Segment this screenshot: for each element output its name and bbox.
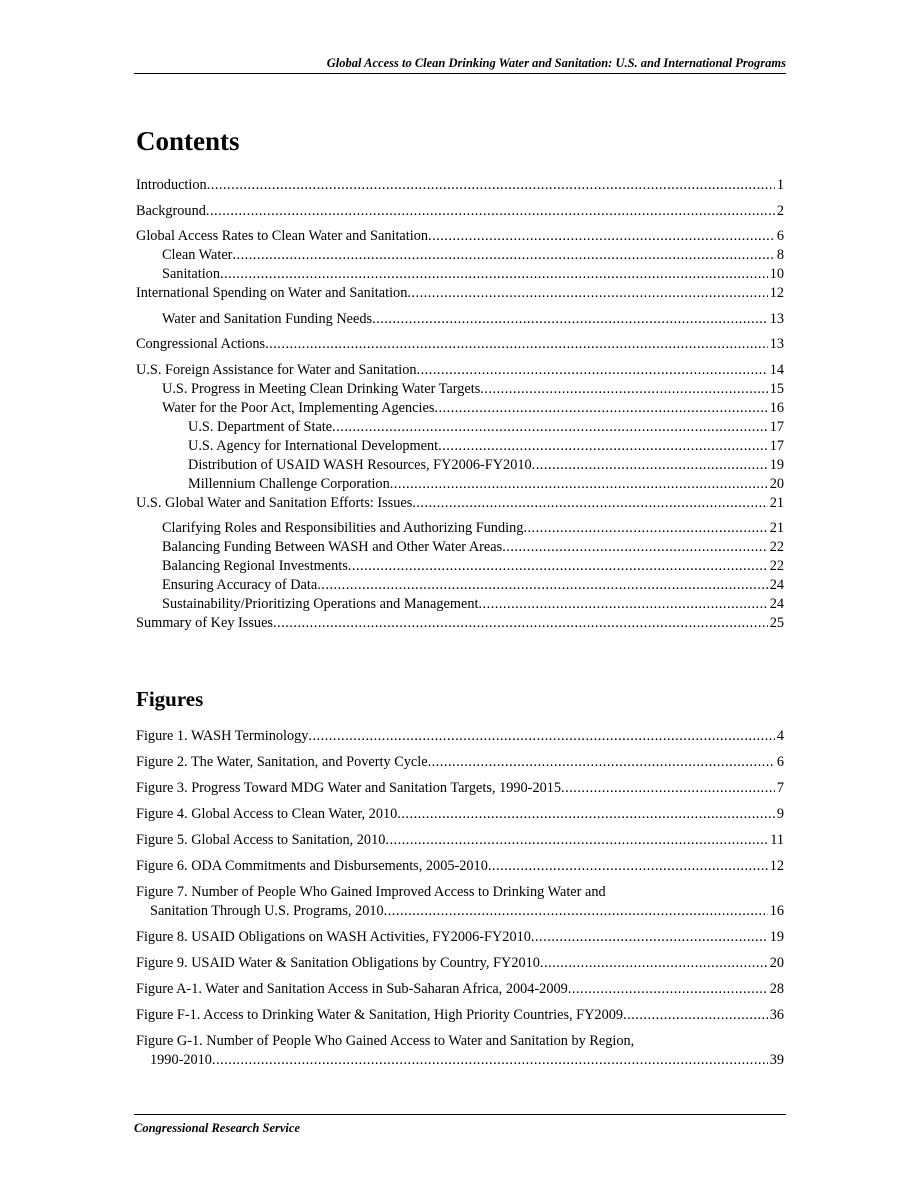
figure-entry-page: 7: [776, 780, 784, 796]
dot-leader: [488, 857, 768, 876]
figure-entry-title: Figure G-1. Number of People Who Gained Access to Water and Sanitation by Region,: [136, 1033, 635, 1049]
dot-leader: [206, 202, 775, 221]
toc-entry-title: U.S. Global Water and Sanitation Efforts: Issues: [136, 494, 413, 511]
toc-entry[interactable]: [136, 614, 784, 633]
figure-entry[interactable]: [136, 831, 784, 850]
toc-entry-page: 25: [769, 615, 784, 631]
toc-subentry[interactable]: [136, 310, 784, 329]
toc-entry-page: 24: [769, 596, 784, 612]
toc-subentry[interactable]: [136, 595, 784, 614]
figure-entry-page: 9: [776, 806, 784, 822]
figure-entry[interactable]: [136, 1006, 784, 1025]
running-header: Global Access to Clean Drinking Water and Sanitation: U.S. and International Programs: [134, 56, 786, 74]
dot-leader: [308, 727, 774, 746]
figure-entry[interactable]: [136, 753, 784, 772]
dot-leader: [273, 614, 768, 633]
toc-entry-page: 6: [776, 228, 784, 244]
toc-entry-title: Sustainability/Prioritizing Operations and Management: [162, 596, 479, 612]
dot-leader: [478, 595, 767, 614]
toc-subentry[interactable]: [136, 576, 784, 595]
toc-entry[interactable]: [136, 227, 784, 246]
toc-subentry[interactable]: [136, 380, 784, 399]
dot-leader: [212, 1051, 768, 1070]
figure-entry-page: 36: [769, 1007, 784, 1023]
toc-entry-title: Balancing Funding Between WASH and Other Water Areas: [162, 539, 503, 555]
toc-subentry[interactable]: [136, 519, 784, 538]
figure-entry-title: Figure 6. ODA Commitments and Disbursements, 2005-2010: [136, 858, 488, 874]
toc-entry-title: Background: [136, 202, 206, 219]
toc-entry-title: Clean Water: [162, 247, 233, 263]
dot-leader: [220, 265, 768, 284]
toc-entry-page: 2: [776, 202, 784, 219]
dot-leader: [232, 246, 774, 265]
toc-entry-title: Sanitation: [162, 266, 220, 282]
dot-leader: [348, 557, 768, 576]
toc-entry-title: International Spending on Water and Sanitation: [136, 285, 408, 301]
figure-entry-title: Figure A-1. Water and Sanitation Access in Sub-Saharan Africa, 2004-2009: [136, 981, 568, 997]
figure-entry-page: 11: [770, 832, 784, 848]
toc-subsubentry[interactable]: [136, 456, 784, 475]
toc-entry-title: Summary of Key Issues: [136, 615, 273, 631]
figure-entry[interactable]: [136, 980, 784, 999]
figure-entry-page: 4: [776, 728, 784, 744]
figure-entry-title: Figure 8. USAID Obligations on WASH Activities, FY2006-FY2010: [136, 929, 531, 945]
dot-leader: [265, 335, 768, 354]
toc-entry-page: 17: [769, 418, 784, 435]
toc-entry-title: U.S. Agency for International Development: [188, 437, 439, 454]
figure-entry-title-continued: 1990-2010: [150, 1052, 212, 1068]
toc-entry-title: Congressional Actions: [136, 336, 266, 352]
toc-entry-title: Clarifying Roles and Responsibilities and Authorizing Funding: [162, 520, 524, 536]
toc-subsubentry[interactable]: [136, 475, 784, 494]
toc-entry-title: Global Access Rates to Clean Water and Sanitation: [136, 228, 428, 244]
dot-leader: [412, 494, 767, 513]
dot-leader: [523, 519, 767, 538]
dot-leader: [623, 1006, 768, 1025]
figure-entry-page: 39: [769, 1052, 784, 1068]
dot-leader: [407, 284, 767, 303]
figure-entry[interactable]: [136, 727, 784, 746]
toc-entry-page: 13: [769, 310, 784, 327]
figure-entry-title: Figure 1. WASH Terminology: [136, 728, 309, 744]
toc-entry-page: 1: [776, 177, 784, 193]
figure-entry[interactable]: [136, 883, 784, 921]
figure-entry[interactable]: [136, 857, 784, 876]
figures-list: [136, 686, 784, 1077]
toc-subsubentry[interactable]: [136, 418, 784, 437]
toc-subsubentry[interactable]: [136, 437, 784, 456]
toc-entry[interactable]: [136, 361, 784, 380]
toc-subentry[interactable]: [136, 265, 784, 284]
toc-entry-title: Distribution of USAID WASH Resources, FY2006-FY2010: [188, 456, 532, 473]
figure-entry-title: Figure 2. The Water, Sanitation, and Poverty Cycle: [136, 754, 428, 770]
dot-leader: [532, 456, 768, 475]
toc-entry-page: 14: [769, 361, 784, 378]
toc-entry-page: 13: [769, 336, 784, 352]
dot-leader: [428, 227, 775, 246]
dot-leader: [332, 418, 768, 437]
figure-entry-page: 16: [769, 903, 784, 919]
toc-entry-title: Water and Sanitation Funding Needs: [162, 310, 373, 327]
toc-entry[interactable]: [136, 176, 784, 195]
toc-entry-page: 10: [769, 266, 784, 282]
toc-subentry[interactable]: [136, 557, 784, 576]
figure-entry-title: Figure 5. Global Access to Sanitation, 2010: [136, 832, 386, 848]
dot-leader: [385, 831, 768, 850]
toc-entry-page: 8: [776, 247, 784, 263]
toc-subentry[interactable]: [136, 399, 784, 418]
page-footer: Congressional Research Service: [134, 1114, 786, 1136]
figure-entry[interactable]: [136, 954, 784, 973]
dot-leader: [417, 361, 768, 380]
toc-entry-title: U.S. Department of State: [188, 418, 333, 435]
dot-leader: [438, 437, 768, 456]
figure-entry-title: Figure 4. Global Access to Clean Water, 2010: [136, 806, 398, 822]
dot-leader: [372, 310, 768, 329]
dot-leader: [317, 576, 767, 595]
toc-entry-page: 15: [769, 380, 784, 397]
contents-list: [136, 176, 784, 633]
toc-entry-title: U.S. Progress in Meeting Clean Drinking Water Targets: [162, 380, 481, 397]
toc-entry-page: 21: [769, 520, 784, 536]
dot-leader: [480, 380, 767, 399]
figure-entry-title-continued: Sanitation Through U.S. Programs, 2010: [150, 903, 384, 919]
toc-entry-page: 20: [769, 475, 784, 492]
dot-leader: [434, 399, 767, 418]
dot-leader: [390, 475, 768, 494]
toc-entry[interactable]: [136, 494, 784, 513]
figure-entry-title: Figure 7. Number of People Who Gained Improved Access to Drinking Water and: [136, 884, 606, 900]
figure-entry[interactable]: [136, 779, 784, 798]
toc-entry-title: U.S. Foreign Assistance for Water and Sanitation: [136, 361, 417, 378]
toc-entry-title: Introduction: [136, 177, 207, 193]
toc-entry-page: 21: [769, 494, 784, 511]
toc-entry-title: Ensuring Accuracy of Data: [162, 577, 318, 593]
dot-leader: [531, 928, 768, 947]
toc-entry-page: 24: [769, 577, 784, 593]
dot-leader: [561, 779, 775, 798]
toc-entry-page: 22: [769, 558, 784, 574]
dot-leader: [397, 805, 775, 824]
dot-leader: [384, 902, 768, 921]
figure-entry-page: 20: [769, 955, 784, 971]
toc-entry-title: Balancing Regional Investments: [162, 558, 348, 574]
toc-entry-title: Millennium Challenge Corporation: [188, 475, 390, 492]
figure-entry[interactable]: [136, 805, 784, 824]
toc-entry-page: 19: [769, 456, 784, 473]
toc-entry-page: 16: [769, 399, 784, 416]
dot-leader: [568, 980, 768, 999]
toc-entry-page: 12: [769, 285, 784, 301]
figure-entry-page: 12: [769, 858, 784, 874]
figure-entry-page: 28: [769, 981, 784, 997]
figure-entry-title: Figure 9. USAID Water & Sanitation Obligations by Country, FY2010: [136, 955, 540, 971]
contents-heading: Contents: [136, 126, 240, 156]
figure-entry[interactable]: [136, 1032, 784, 1070]
toc-entry-page: 17: [769, 437, 784, 454]
figure-entry-title: Figure 3. Progress Toward MDG Water and Sanitation Targets, 1990-2015: [136, 780, 562, 796]
dot-leader: [502, 538, 768, 557]
toc-subentry[interactable]: [136, 246, 784, 265]
figures-heading: Figures: [136, 687, 204, 711]
dot-leader: [428, 753, 775, 772]
toc-entry[interactable]: [136, 335, 784, 354]
figure-entry-title: Figure F-1. Access to Drinking Water & Sanitation, High Priority Countries, FY2009: [136, 1007, 624, 1023]
figure-entry-page: 19: [769, 929, 784, 945]
toc-entry[interactable]: [136, 284, 784, 303]
dot-leader: [207, 176, 775, 195]
toc-entry-title: Water for the Poor Act, Implementing Agencies: [162, 399, 435, 416]
figure-entry-page: 6: [776, 754, 784, 770]
toc-entry[interactable]: [136, 202, 784, 221]
dot-leader: [540, 954, 768, 973]
toc-subentry[interactable]: [136, 538, 784, 557]
toc-entry-page: 22: [769, 539, 784, 555]
table-of-contents: [136, 124, 784, 1068]
figure-entry[interactable]: [136, 928, 784, 947]
